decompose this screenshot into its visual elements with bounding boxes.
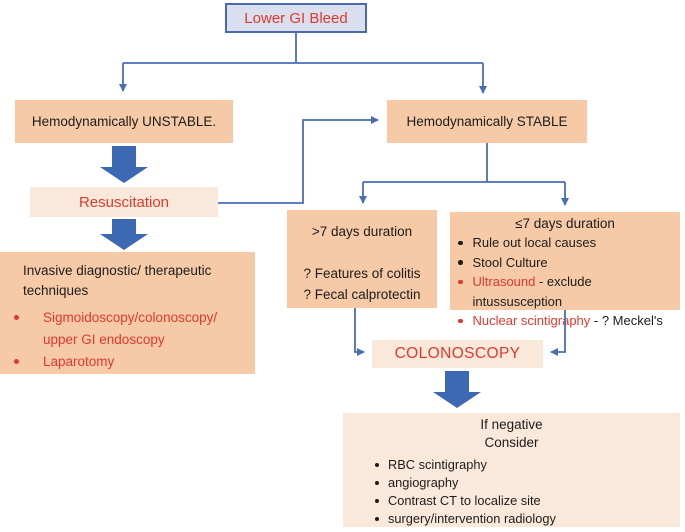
list-item — [343, 456, 680, 474]
list-item-label: RBC scintigraphy — [388, 457, 487, 472]
node-label: Hemodynamically UNSTABLE. — [31, 114, 217, 129]
list-item-label: Sigmoidoscopy/colonoscopy/ upper GI endoscopy — [43, 310, 218, 347]
node-label: Hemodynamically STABLE — [406, 114, 568, 129]
node-title: >7 days duration — [311, 224, 413, 239]
block-arrow-colonoscopy-to-negative — [433, 371, 481, 408]
bullet-icon — [458, 260, 463, 265]
block-arrow-unstable-to-resuscitation — [100, 146, 148, 183]
bullet-list — [0, 307, 247, 373]
question-line: ? Fecal calprotectin — [303, 287, 421, 302]
list-item-label: Rule out local causes — [472, 235, 597, 250]
list-item — [0, 351, 247, 373]
list-item-label: Laparotomy — [43, 354, 115, 369]
node-if-negative-consider — [343, 413, 680, 527]
node-lower-gi-bleed — [225, 3, 367, 33]
list-item — [343, 492, 680, 510]
question-line: ? Features of colitis — [303, 266, 421, 281]
list-item-label: Nuclear scintigraphy - ? Meckel's — [472, 313, 663, 328]
list-item — [343, 510, 680, 528]
list-item — [0, 307, 247, 351]
node-hemodynamically-stable — [387, 100, 587, 143]
node-resuscitation — [30, 187, 218, 217]
bullet-icon — [375, 481, 379, 485]
list-item — [450, 272, 680, 311]
bullet-icon — [375, 517, 379, 521]
node-colonoscopy — [372, 340, 543, 368]
list-item-label: Stool Culture — [472, 254, 548, 270]
node-label: Lower GI Bleed — [244, 9, 348, 27]
node-title-line1: If negative — [480, 417, 543, 432]
node-label: Resuscitation — [78, 193, 170, 211]
node-title-line2: Consider — [484, 435, 539, 450]
node-hemodynamically-unstable — [15, 100, 233, 143]
bullet-icon — [458, 241, 463, 246]
bullet-icon — [458, 280, 463, 285]
list-item-label: surgery/intervention radiology — [388, 511, 556, 526]
bullet-icon — [14, 359, 19, 364]
list-item — [450, 311, 680, 331]
list-item — [450, 253, 680, 273]
list-item — [450, 233, 680, 253]
arrow-gt7-to-colonoscopy — [355, 308, 364, 352]
node-le7-days-duration — [450, 212, 680, 328]
node-label: COLONOSCOPY — [394, 345, 521, 362]
block-arrow-resuscitation-to-invasive — [100, 219, 148, 250]
list-item — [343, 474, 680, 492]
node-invasive-techniques — [0, 252, 255, 374]
bullet-icon — [375, 499, 379, 503]
bullet-icon — [375, 463, 379, 467]
bullet-icon — [458, 319, 463, 324]
node-gt7-days-duration — [287, 210, 437, 308]
list-item-label: Ultrasound - exclude intussusception — [472, 274, 592, 309]
bullet-list — [343, 456, 680, 528]
node-title: ≤7 days duration — [515, 216, 615, 231]
bullet-icon — [14, 315, 19, 320]
list-item-label: angiography — [388, 475, 459, 490]
connector-resuscitation-to-stable — [218, 120, 378, 203]
list-item-label: Contrast CT to localize site — [388, 493, 541, 508]
node-title: Invasive diagnostic/ therapeutic techniques — [23, 263, 212, 298]
